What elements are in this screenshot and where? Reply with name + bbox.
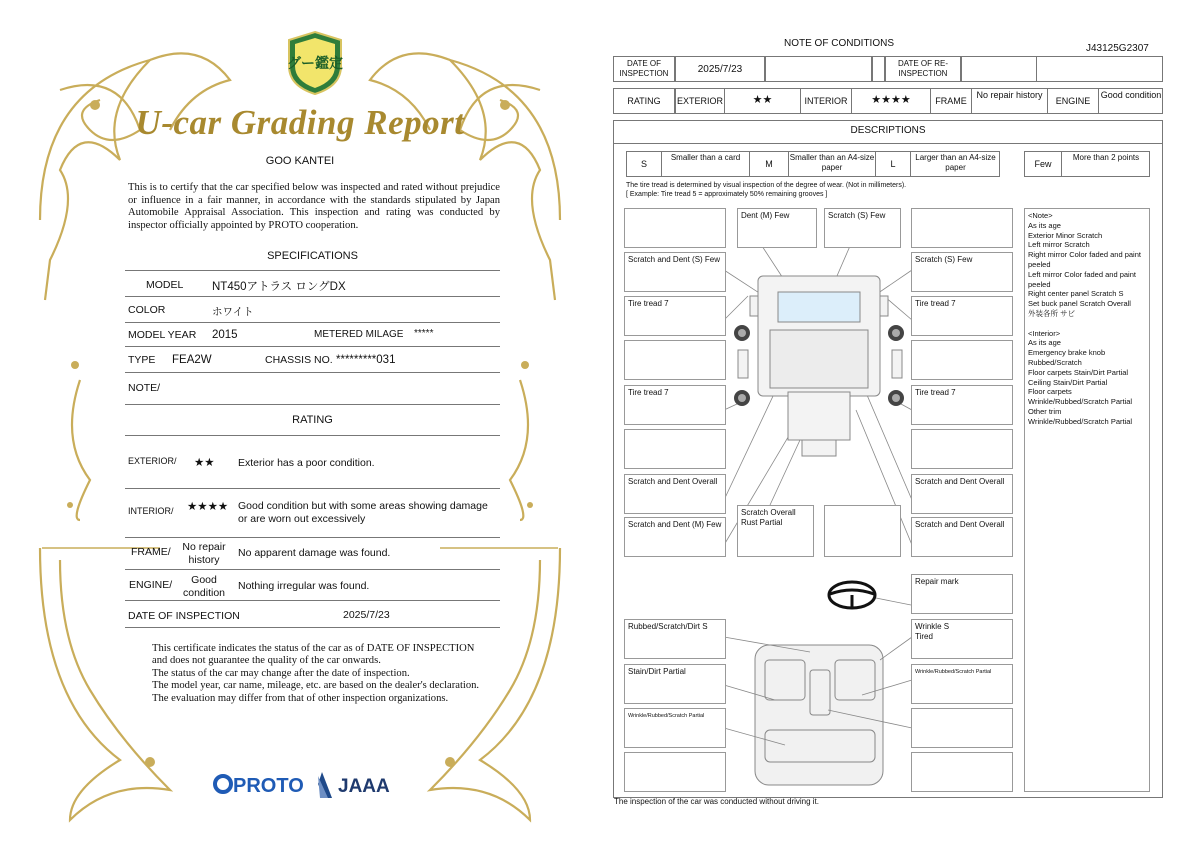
interior-box	[911, 752, 1013, 792]
repair-mark-box: Repair mark	[911, 574, 1013, 614]
note-label: NOTE/	[128, 382, 161, 394]
engine-value: Good condition	[182, 574, 226, 599]
descriptions-heading: DESCRIPTIONS	[850, 125, 926, 136]
interior-desc: Good condition but with some areas showing damage or are worn out excessively	[238, 500, 488, 525]
tire-example-line: [ Example: Tire tread 5 = approximately 50% remaining grooves ]	[626, 191, 828, 198]
chassis-value: *********031	[336, 354, 396, 366]
frame-value: No repair history	[182, 541, 226, 566]
chassis-label: CHASSIS NO.	[265, 354, 333, 366]
frame-desc: No apparent damage was found.	[238, 547, 391, 559]
date-reinspection-label: DATE OF RE-INSPECTION	[897, 59, 949, 78]
damage-box: Scratch and Dent Overall	[911, 474, 1013, 514]
exterior-label: EXTERIOR/	[128, 456, 177, 466]
exterior-desc: Exterior has a poor condition.	[238, 457, 375, 469]
damage-box	[911, 429, 1013, 469]
footer-line: The model year, car name, mileage, etc. are based on the dealer's declaration.	[152, 680, 480, 692]
engine-desc: Nothing irregular was found.	[238, 580, 370, 592]
legend-few: Few	[1034, 159, 1052, 169]
divider	[125, 488, 500, 489]
divider	[125, 346, 500, 347]
jaaa-logo-text: JAAA	[338, 776, 390, 797]
interior-box: Wrinkle/Rubbed/Scratch Partial	[911, 664, 1013, 704]
divider	[125, 435, 500, 436]
legend-s: S	[640, 159, 647, 169]
legend-l: L	[890, 159, 896, 169]
legend-few-desc: More than 2 points	[1072, 153, 1140, 162]
type-label: TYPE	[128, 354, 156, 366]
divider	[125, 600, 500, 601]
mileage-value: *****	[414, 328, 434, 339]
date-inspection-value: 2025/7/23	[697, 64, 743, 75]
divider	[125, 627, 500, 628]
type-value: FEA2W	[172, 354, 212, 366]
divider	[125, 322, 500, 323]
damage-box: Scratch and Dent (M) Few	[624, 517, 726, 557]
interior-stars: ★★★★	[187, 501, 229, 513]
exterior-stars: ★★	[752, 94, 773, 106]
divider	[125, 296, 500, 297]
interior-box	[911, 708, 1013, 748]
divider	[125, 569, 500, 570]
tire-note-line: The tire tread is determined by visual inspection of the degree of wear. (Not in millimeters).	[626, 182, 907, 189]
engine-label: ENGINE	[1055, 96, 1091, 106]
logos	[212, 770, 412, 800]
frame-value: No repair history	[976, 90, 1043, 100]
exterior-stars: ★★	[194, 457, 215, 469]
divider	[125, 537, 500, 538]
certificate-footer	[152, 643, 492, 705]
proto-logo-text: PROTO	[233, 775, 304, 797]
legend-l-desc: Larger than an A4-size paper	[915, 153, 996, 172]
rating-heading: RATING	[292, 414, 333, 426]
damage-box: Tire tread 7	[911, 385, 1013, 425]
note-of-conditions-sheet	[600, 0, 1200, 848]
certificate-title: U-car Grading Report	[135, 103, 465, 142]
footer-line: The status of the car may change after the date of inspection.	[152, 667, 410, 679]
sheet-title: NOTE OF CONDITIONS	[784, 38, 894, 49]
damage-box: Scratch and Dent (S) Few	[624, 252, 726, 292]
model-year-label: MODEL YEAR	[128, 329, 197, 341]
steering-wheel-icon	[829, 582, 875, 608]
damage-box	[624, 429, 726, 469]
damage-box: Tire tread 7	[624, 296, 726, 336]
color-label: COLOR	[128, 304, 166, 316]
damage-box: Tire tread 7	[624, 385, 726, 425]
sheet-footer: The inspection of the car was conducted without driving it.	[614, 797, 819, 806]
divider	[125, 404, 500, 405]
damage-box: Tire tread 7	[911, 296, 1013, 336]
specifications-heading: SPECIFICATIONS	[267, 250, 358, 262]
exterior-label: EXTERIOR	[676, 96, 723, 106]
color-value: ホワイト	[212, 306, 254, 318]
certify-text: This is to certify that the car specified below was inspected and rated without prejudice or influence in a fair manner, in accordance with the standards stipulated by Japan Automobile Appraisal Association. This inspection and rating was conducted by inspector officially appointed by PROTO cooperation.	[128, 182, 500, 231]
goo-kantei-seal-icon	[286, 30, 344, 96]
damage-box	[911, 208, 1013, 248]
frame-label: FRAME/	[131, 546, 171, 558]
date-inspection-label: DATE OF INSPECTION	[619, 59, 669, 78]
reference-number: J43125G2307	[1086, 43, 1149, 54]
interior-label: INTERIOR/	[128, 506, 174, 516]
interior-box: Rubbed/Scratch/Dirt S	[624, 619, 726, 659]
footer-line: The evaluation may differ from that of other inspection organizations.	[152, 692, 449, 704]
damage-box	[911, 340, 1013, 380]
mileage-label: METERED MILAGE	[314, 329, 404, 340]
seal-text: グー鑑定	[287, 56, 343, 72]
model-value: NT450アトラス ロングDX	[212, 281, 346, 293]
proto-logo-icon	[215, 776, 231, 792]
engine-label: ENGINE/	[129, 579, 173, 591]
notes-panel: <Note> As its age Exterior Minor Scratch Left mirror Scratch Right mirror Color faded and paint peeled Left mirror Color faded and paint peeled Right center panel Scratch S Set buck panel Scratch Overall 外装各所 サビ <Interior> As its age Emergency brake knob Rubbed/Scratch Floor carpets Stain/Dirt Partial Ceiling Stain/Dirt Partial Floor carpets Wrinkle/Rubbed/Scratch Partial Other trim Wrinkle/Rubbed/Scratch Partial	[1024, 208, 1150, 792]
interior-label: INTERIOR	[804, 96, 848, 106]
damage-box: Scratch (S) Few	[911, 252, 1013, 292]
damage-box	[824, 505, 901, 557]
footer-line: This certificate indicates the status of the car as of DATE OF INSPECTION and does not guarantee the quality of the car onwards.	[152, 643, 475, 667]
damage-box: Scratch and Dent Overall	[911, 517, 1013, 557]
damage-box	[624, 208, 726, 248]
interior-box: Stain/Dirt Partial	[624, 664, 726, 704]
damage-box: Scratch (S) Few	[824, 208, 901, 248]
date-value: 2025/7/23	[343, 609, 390, 621]
interior-box	[624, 752, 726, 792]
damage-box	[624, 340, 726, 380]
goo-kantei-label: GOO KANTEI	[265, 155, 335, 167]
legend-m-desc: Smaller than an A4-size paper	[789, 153, 875, 172]
interior-box: Wrinkle/Rubbed/Scratch Partial	[624, 708, 726, 748]
damage-box: Dent (M) Few	[737, 208, 817, 248]
model-year-value: 2015	[212, 329, 238, 341]
divider	[125, 372, 500, 373]
engine-value: Good condition	[1100, 90, 1162, 100]
rating-label: RATING	[627, 96, 661, 106]
frame-label: FRAME	[935, 96, 967, 106]
model-label: MODEL	[146, 279, 184, 291]
damage-box: Scratch Overall Rust Partial	[737, 505, 814, 557]
divider	[125, 270, 500, 271]
date-label: DATE OF INSPECTION	[128, 610, 240, 622]
legend-s-desc: Smaller than a card	[670, 153, 741, 162]
legend-m: M	[765, 159, 773, 169]
interior-stars: ★★★★	[871, 94, 911, 106]
interior-box: Wrinkle S Tired	[911, 619, 1013, 659]
damage-box: Scratch and Dent Overall	[624, 474, 726, 514]
